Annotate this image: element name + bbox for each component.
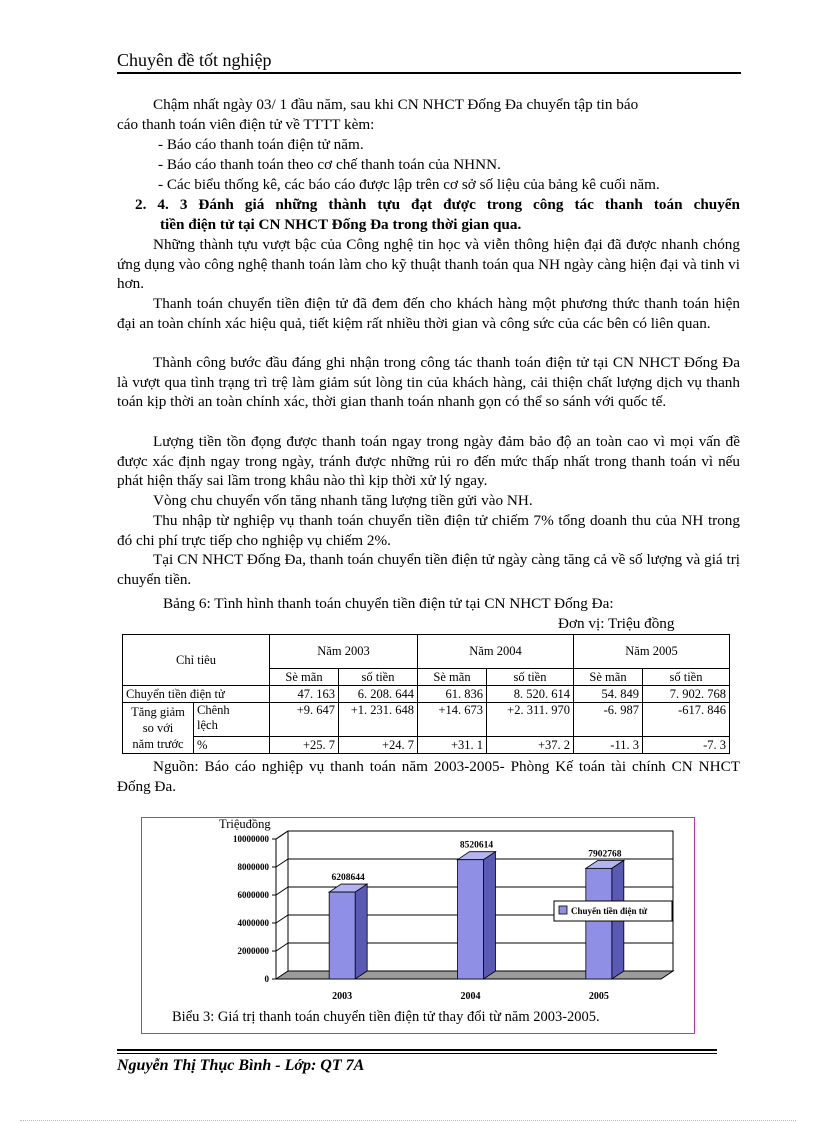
bar-chart bbox=[141, 817, 694, 1033]
y-tick-label: 2000000 bbox=[237, 946, 269, 956]
bar-side bbox=[484, 852, 496, 979]
header-indicator: Chỉ tiêu bbox=[123, 635, 270, 686]
paragraph-line: Chậm nhất ngày 03/ 1 đầu năm, sau khi CN NHCT Đống Đa chuyển tập tin báo bbox=[153, 96, 639, 113]
row-group-label-line: Tăng giảm bbox=[131, 705, 185, 719]
data-label: 8520614 bbox=[459, 840, 494, 851]
header-year: Năm 2004 bbox=[418, 635, 574, 669]
table-cell: 61. 836 bbox=[418, 686, 487, 703]
table-cell: +14. 673 bbox=[418, 703, 487, 737]
row-sub-label-line: lệch bbox=[197, 718, 218, 732]
table-cell: 47. 163 bbox=[270, 686, 339, 703]
bullet-item: - Các biểu thống kê, các báo cáo được lập trên cơ sở số liệu của bảng kê cuối năm. bbox=[158, 176, 660, 193]
chart-caption: Biểu 3: Giá trị thanh toán chuyển tiền điện tử thay đổi từ năm 2003-2005. bbox=[172, 1009, 600, 1025]
table-cell: +31. 1 bbox=[418, 737, 487, 754]
paragraph: Vòng chu chuyển vốn tăng nhanh tăng lượng tiền gửi vào NH. bbox=[153, 492, 533, 509]
table-cell: +37. 2 bbox=[487, 737, 574, 754]
gridline-depth bbox=[276, 887, 288, 895]
data-label: 7902768 bbox=[588, 849, 622, 860]
table-caption: Bảng 6: Tình hình thanh toán chuyển tiền điện tử tại CN NHCT Đống Đa: bbox=[163, 595, 614, 612]
row-sub-label: % bbox=[194, 737, 270, 754]
row-label: Chuyển tiền điện tử bbox=[123, 686, 270, 703]
table-unit: Đơn vị: Triệu đồng bbox=[558, 615, 675, 632]
bar bbox=[586, 868, 612, 979]
legend bbox=[554, 901, 672, 921]
gridline-depth bbox=[276, 831, 288, 839]
table-cell: +1. 231. 648 bbox=[339, 703, 418, 737]
gridline-depth bbox=[276, 915, 288, 923]
table-cell: -617. 846 bbox=[643, 703, 730, 737]
table-cell: +24. 7 bbox=[339, 737, 418, 754]
table-cell: 6. 208. 644 bbox=[339, 686, 418, 703]
section-heading: 2. 4. 3 Đánh giá những thành tựu đạt được trong công tác thanh toán chuyển bbox=[135, 196, 740, 213]
x-tick-label: 2005 bbox=[588, 991, 609, 1002]
y-tick-label: 6000000 bbox=[237, 890, 269, 900]
table-cell: -6. 987 bbox=[574, 703, 643, 737]
row-sub-label-line: Chênh bbox=[197, 703, 230, 717]
paragraph: Thu nhập từ nghiệp vụ thanh toán chuyển tiền điện tử chiếm 7% tổng doanh thu của NH trong đó chi phí trực tiếp cho nghiệp vụ chiếm 2%. bbox=[117, 512, 740, 549]
paragraph: Những thành tựu vượt bậc của Công nghệ tin học và viễn thông hiện đại đã được nhanh chóng ứng dụng vào công nghệ thanh toán làm cho kỹ thuật thanh toán qua NH ngày càng hiện đại và tinh vi hơn. bbox=[117, 236, 740, 293]
footer-author: Nguyễn Thị Thục Bình - Lớp: QT 7A bbox=[117, 1057, 365, 1074]
x-tick-label: 2003 bbox=[332, 991, 353, 1002]
table-cell: +9. 647 bbox=[270, 703, 339, 737]
footer-rule bbox=[117, 1049, 717, 1051]
gridline-depth bbox=[276, 943, 288, 951]
page-bottom-border bbox=[20, 1120, 796, 1121]
bar bbox=[329, 892, 355, 979]
header-year: Năm 2003 bbox=[270, 635, 418, 669]
paragraph: Tại CN NHCT Đống Đa, thanh toán chuyển tiền điện tử ngày càng tăng cả về số lượng và giá trị chuyển tiền. bbox=[117, 551, 740, 588]
x-tick-label: 2004 bbox=[460, 991, 481, 1002]
row-group-label-line: so với bbox=[142, 721, 174, 735]
table-cell: +25. 7 bbox=[270, 737, 339, 754]
source-note: Nguồn: Báo cáo nghiệp vụ thanh toán năm 2003-2005- Phòng Kế toán tài chính CN NHCT Đống Đa. bbox=[117, 758, 740, 795]
footer-rule bbox=[117, 1053, 717, 1054]
paragraph: Thành công bước đầu đáng ghi nhận trong công tác thanh toán điện tử tại CN NHCT Đống Đa là vượt qua tình trạng trì trệ làm giảm sút lòng tin của khách hàng, cải thiện chất lượng dịch vụ thanh toán kịp thời an toàn chính xác, thời gian thanh toán nhanh gọn có thể so sánh với quốc tế. bbox=[117, 354, 740, 411]
subheader-amount: số tiền bbox=[487, 669, 574, 686]
bullet-item: - Báo cáo thanh toán theo cơ chế thanh toán của NHNN. bbox=[158, 156, 501, 173]
paragraph: Thanh toán chuyển tiền điện tử đã đem đến cho khách hàng một phương thức thanh toán hiện đại an toàn chính xác hiệu quả, tiết kiệm rất nhiều thời gian và công sức của các bên có liên quan. bbox=[117, 295, 740, 332]
subheader-count: Sè mãn bbox=[270, 669, 339, 686]
table-cell: 7. 902. 768 bbox=[643, 686, 730, 703]
paragraph: Lượng tiền tồn đọng được thanh toán ngay trong ngày đảm bảo độ an toàn cao vì mọi vấn đề được xác định ngay trong ngày, tránh được những rủi ro đến mức thấp nhất trong thanh toán vì nếu phát hiện thấy sai lầm trong khâu nào thì kịp thời xử lý ngay. bbox=[117, 433, 740, 490]
y-tick-label: 0 bbox=[264, 974, 269, 984]
table-cell: -7. 3 bbox=[643, 737, 730, 754]
y-tick-label: 10000000 bbox=[233, 834, 269, 844]
page-header-title: Chuyên đề tốt nghiệp bbox=[117, 50, 272, 70]
data-label: 6208644 bbox=[331, 873, 365, 884]
bar-side bbox=[355, 884, 367, 979]
header-rule bbox=[117, 72, 741, 74]
legend-swatch bbox=[559, 906, 567, 914]
subheader-amount: số tiền bbox=[643, 669, 730, 686]
row-sub-label bbox=[194, 703, 270, 737]
y-tick-label: 4000000 bbox=[237, 918, 269, 928]
subheader-count: Sè mãn bbox=[418, 669, 487, 686]
bar bbox=[458, 860, 484, 979]
payment-table bbox=[122, 634, 730, 754]
legend-label: Chuyển tiền điện tử bbox=[571, 906, 648, 916]
table-cell: 8. 520. 614 bbox=[487, 686, 574, 703]
section-heading: tiền điện tử tại CN NHCT Đống Đa trong thời gian qua. bbox=[160, 216, 522, 233]
row-group-label bbox=[123, 703, 194, 754]
table-cell: +2. 311. 970 bbox=[487, 703, 574, 737]
header-year: Năm 2005 bbox=[574, 635, 730, 669]
y-tick-label: 8000000 bbox=[237, 862, 269, 872]
gridline-depth bbox=[276, 859, 288, 867]
paragraph-line: cáo thanh toán viên điện tử về TTTT kèm: bbox=[117, 116, 375, 133]
row-group-label-line: năm trước bbox=[132, 737, 184, 751]
bullet-item: - Báo cáo thanh toán điện tử năm. bbox=[158, 136, 364, 153]
table-cell: 54. 849 bbox=[574, 686, 643, 703]
subheader-count: Sè mãn bbox=[574, 669, 643, 686]
subheader-amount: số tiền bbox=[339, 669, 418, 686]
table-cell: -11. 3 bbox=[574, 737, 643, 754]
y-axis-label: Triệuđồng bbox=[219, 817, 271, 831]
